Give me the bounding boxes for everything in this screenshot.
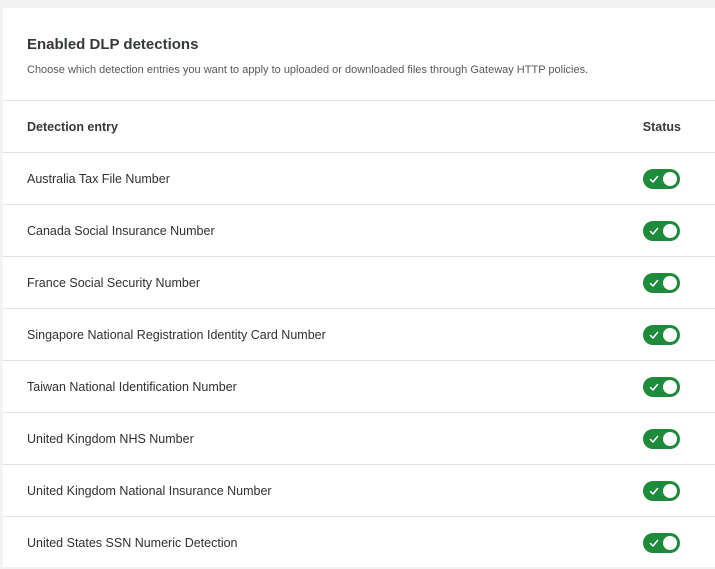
table-row xyxy=(3,309,715,361)
status-toggle[interactable] xyxy=(643,273,680,293)
table-row xyxy=(3,153,715,205)
detection-entry-label: Australia Tax File Number xyxy=(27,171,170,186)
column-header-detection-entry: Detection entry xyxy=(27,119,118,134)
check-icon xyxy=(649,433,659,445)
check-icon xyxy=(649,329,659,341)
column-header-status: Status xyxy=(642,119,681,134)
detection-entry-label: Canada Social Insurance Number xyxy=(27,223,215,238)
toggle-knob xyxy=(663,484,677,498)
table-row xyxy=(3,517,715,569)
detection-entry-label: United Kingdom National Insurance Number xyxy=(27,483,272,498)
status-toggle[interactable] xyxy=(643,221,680,241)
page-subtitle: Choose which detection entries you want to apply to uploaded or downloaded files through Gateway HTTP policies. xyxy=(27,64,589,76)
table-header xyxy=(3,101,715,153)
toggle-knob xyxy=(663,224,677,238)
toggle-knob xyxy=(663,380,677,394)
toggle-knob xyxy=(663,432,677,446)
toggle-knob xyxy=(663,172,677,186)
check-icon xyxy=(649,173,659,185)
check-icon xyxy=(649,537,659,549)
dlp-detections-panel xyxy=(3,8,715,567)
page-title: Enabled DLP detections xyxy=(27,36,199,53)
check-icon xyxy=(649,381,659,393)
check-icon xyxy=(649,485,659,497)
table-row xyxy=(3,361,715,413)
detection-entry-label: United States SSN Numeric Detection xyxy=(27,536,238,550)
detection-entry-label: United Kingdom NHS Number xyxy=(27,431,194,446)
panel-header xyxy=(3,8,715,101)
toggle-knob xyxy=(663,328,677,342)
toggle-knob xyxy=(663,276,677,290)
status-toggle[interactable] xyxy=(643,429,680,449)
detection-entry-label: Taiwan National Identification Number xyxy=(27,379,237,394)
status-toggle[interactable] xyxy=(643,377,680,397)
status-toggle[interactable] xyxy=(643,169,680,189)
detection-entry-label: Singapore National Registration Identity Card Number xyxy=(27,327,326,342)
toggle-knob xyxy=(663,536,677,550)
check-icon xyxy=(649,277,659,289)
status-toggle[interactable] xyxy=(643,325,680,345)
table-row xyxy=(3,205,715,257)
status-toggle[interactable] xyxy=(643,481,680,501)
status-toggle[interactable] xyxy=(643,533,680,553)
detection-entry-label: France Social Security Number xyxy=(27,275,200,290)
table-row xyxy=(3,413,715,465)
detections-table xyxy=(3,101,715,569)
table-row xyxy=(3,257,715,309)
check-icon xyxy=(649,225,659,237)
table-row xyxy=(3,465,715,517)
